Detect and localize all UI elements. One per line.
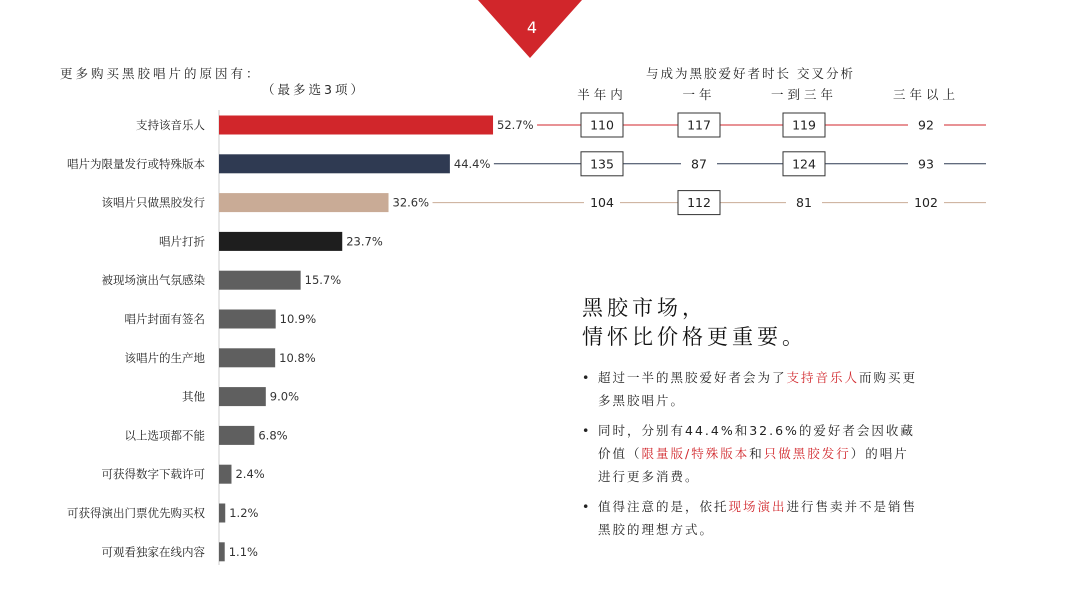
chart-subtitle: （最多选3项）: [262, 82, 366, 97]
bullet-text: 和: [749, 446, 764, 461]
headline-line-2: 情怀比价格更重要。: [582, 325, 807, 349]
headline-line-1: 黑胶市场，: [582, 296, 707, 320]
bar: [219, 465, 231, 484]
bar: [219, 426, 254, 445]
category-label: 唱片打折: [159, 234, 205, 249]
data-label: 15.7%: [304, 273, 342, 288]
bullet-dot: •: [582, 499, 592, 514]
data-label: 1.2%: [229, 506, 259, 520]
category-label: 唱片为限量发行或特殊版本: [67, 156, 205, 171]
data-label: 32.6%: [392, 195, 430, 210]
category-label: 可观看独家在线内容: [101, 544, 205, 559]
bullet-item: [582, 366, 922, 412]
cross-value: 102: [914, 195, 938, 211]
category-label: 支持该音乐人: [136, 118, 205, 132]
data-label: 10.8%: [279, 350, 316, 365]
category-label: 以上选项都不能: [124, 428, 205, 443]
bar: [219, 116, 493, 135]
cross-value: 112: [687, 195, 711, 211]
cross-value: 135: [590, 156, 614, 172]
data-label: 23.7%: [346, 234, 383, 249]
column-header: 一到三年: [770, 87, 838, 102]
cross-analysis-title: 与成为黑胶爱好者时长 交叉分析: [646, 66, 855, 81]
category-label: 该唱片只做黑胶发行: [101, 195, 205, 210]
bar: [219, 387, 266, 406]
bar: [219, 504, 225, 523]
bullet-item: [582, 495, 922, 541]
bar: [219, 271, 301, 290]
data-label: 6.8%: [258, 428, 288, 443]
category-label: 可获得数字下载许可: [101, 467, 205, 482]
bar: [219, 154, 450, 173]
bar: [219, 232, 342, 251]
category-label: 可获得演出门票优先购买权: [67, 506, 205, 520]
highlight-text: 现场演出: [728, 499, 787, 514]
column-header: 一年: [682, 87, 716, 102]
cross-value: 87: [691, 156, 707, 172]
bullet-text: ）的唱片进行更多消费。: [598, 446, 909, 484]
column-header: 半年内: [577, 87, 627, 102]
chart-title: 更多购买黑胶唱片的原因有：: [60, 66, 262, 81]
category-label: 该唱片的生产地: [124, 350, 205, 365]
highlight-text: 支持音乐人: [786, 370, 860, 385]
bullet-text: 同时，分别有44.4%和32.6%的爱好者会因收藏价值（: [598, 423, 915, 461]
page-number: 4: [526, 18, 538, 37]
cross-value: 104: [590, 195, 614, 211]
data-label: 44.4%: [453, 156, 491, 171]
category-label: 其他: [182, 389, 205, 404]
data-label: 2.4%: [235, 467, 265, 482]
data-label: 10.9%: [279, 312, 317, 326]
bullet-list: [582, 366, 922, 548]
bar: [219, 348, 275, 367]
bullet-item: [582, 419, 922, 488]
highlight-text: 只做黑胶发行: [763, 446, 851, 461]
highlight-text: 限量版/特殊版本: [641, 446, 750, 461]
bullet-text: 超过一半的黑胶爱好者会为了: [598, 370, 787, 385]
cross-value: 92: [918, 117, 934, 133]
cross-value: 93: [918, 156, 934, 172]
bullet-text: 值得注意的是，依托: [598, 499, 729, 514]
bullet-text: 而购买更多黑胶唱片。: [598, 370, 918, 408]
headline: [582, 294, 807, 352]
bar: [219, 310, 276, 329]
cross-value: 119: [792, 117, 816, 133]
bullet-dot: •: [582, 370, 592, 385]
bar: [219, 193, 389, 212]
data-label: 52.7%: [497, 118, 534, 132]
column-header: 三年以上: [892, 87, 960, 102]
cross-value: 117: [687, 117, 711, 133]
category-label: 唱片封面有签名: [124, 312, 205, 326]
bullet-text: 进行售卖并不是销售黑胶的理想方式。: [598, 499, 918, 537]
cross-value: 81: [796, 195, 812, 211]
cross-value: 124: [792, 156, 816, 172]
cross-value: 110: [590, 117, 614, 133]
data-label: 1.1%: [228, 544, 258, 559]
bar: [219, 542, 225, 561]
bullet-dot: •: [582, 423, 592, 438]
data-label: 9.0%: [269, 389, 300, 404]
category-label: 被现场演出气氛感染: [101, 273, 205, 288]
